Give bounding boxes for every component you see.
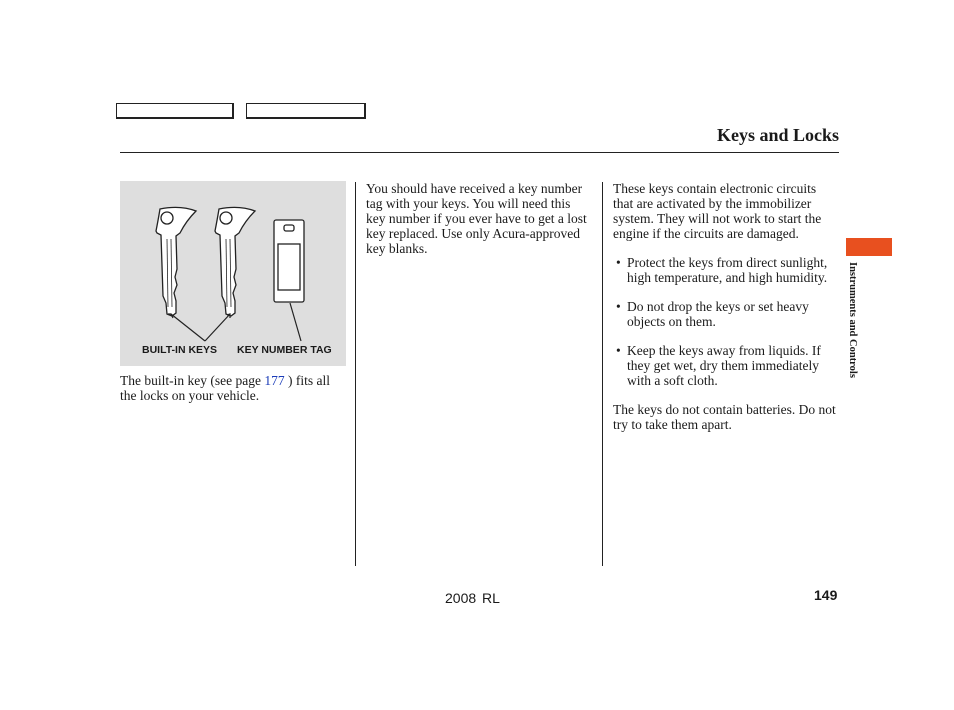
keys-drawing <box>120 181 346 366</box>
built-in-key-icon <box>156 207 196 316</box>
list-item: • Protect the keys from direct sunlight, high temperature, and high humidity. <box>613 255 839 285</box>
immobilizer-section <box>613 181 839 446</box>
built-in-key-icon <box>215 207 255 316</box>
nav-button-prev[interactable] <box>116 103 234 119</box>
key-number-paragraph: You should have received a key number tag with your keys. You will need this key number if you ever have to get a lost key replaced. Use only Acura-approved key blanks. <box>366 181 587 256</box>
section-tab-marker[interactable] <box>846 238 892 256</box>
text-before-link: The built-in key (see page <box>120 373 265 388</box>
key-number-tag-icon <box>274 220 304 302</box>
built-in-key-paragraph <box>120 373 345 403</box>
list-item: • Keep the keys away from liquids. If they get wet, dry them immediately with a soft cloth. <box>613 343 839 388</box>
page-number: 149 <box>814 587 838 603</box>
label-built-in-keys: BUILT-IN KEYS <box>142 344 218 356</box>
footer-model: 2008 RL <box>445 590 500 606</box>
text-after-link: ) fits all the locks on your vehicle. <box>120 373 330 403</box>
section-label-text: Instruments and Controls <box>847 262 858 378</box>
column-divider <box>355 182 356 566</box>
immobilizer-intro: These keys contain electronic circuits that are activated by the immobilizer system. They will not work to start the engine if the circuits are damaged. <box>613 181 822 241</box>
section-side-label <box>846 262 862 404</box>
page-title: Keys and Locks <box>716 125 839 145</box>
keys-illustration <box>120 181 346 366</box>
nav-button-next[interactable] <box>246 103 366 119</box>
label-key-number-tag: KEY NUMBER TAG <box>237 344 332 356</box>
battery-note: The keys do not contain batteries. Do not try to take them apart. <box>613 402 836 432</box>
title-divider <box>120 152 839 153</box>
column-divider <box>602 182 603 566</box>
list-item: • Do not drop the keys or set heavy objects on them. <box>613 299 839 329</box>
page-reference-link[interactable]: 177 <box>264 373 285 388</box>
